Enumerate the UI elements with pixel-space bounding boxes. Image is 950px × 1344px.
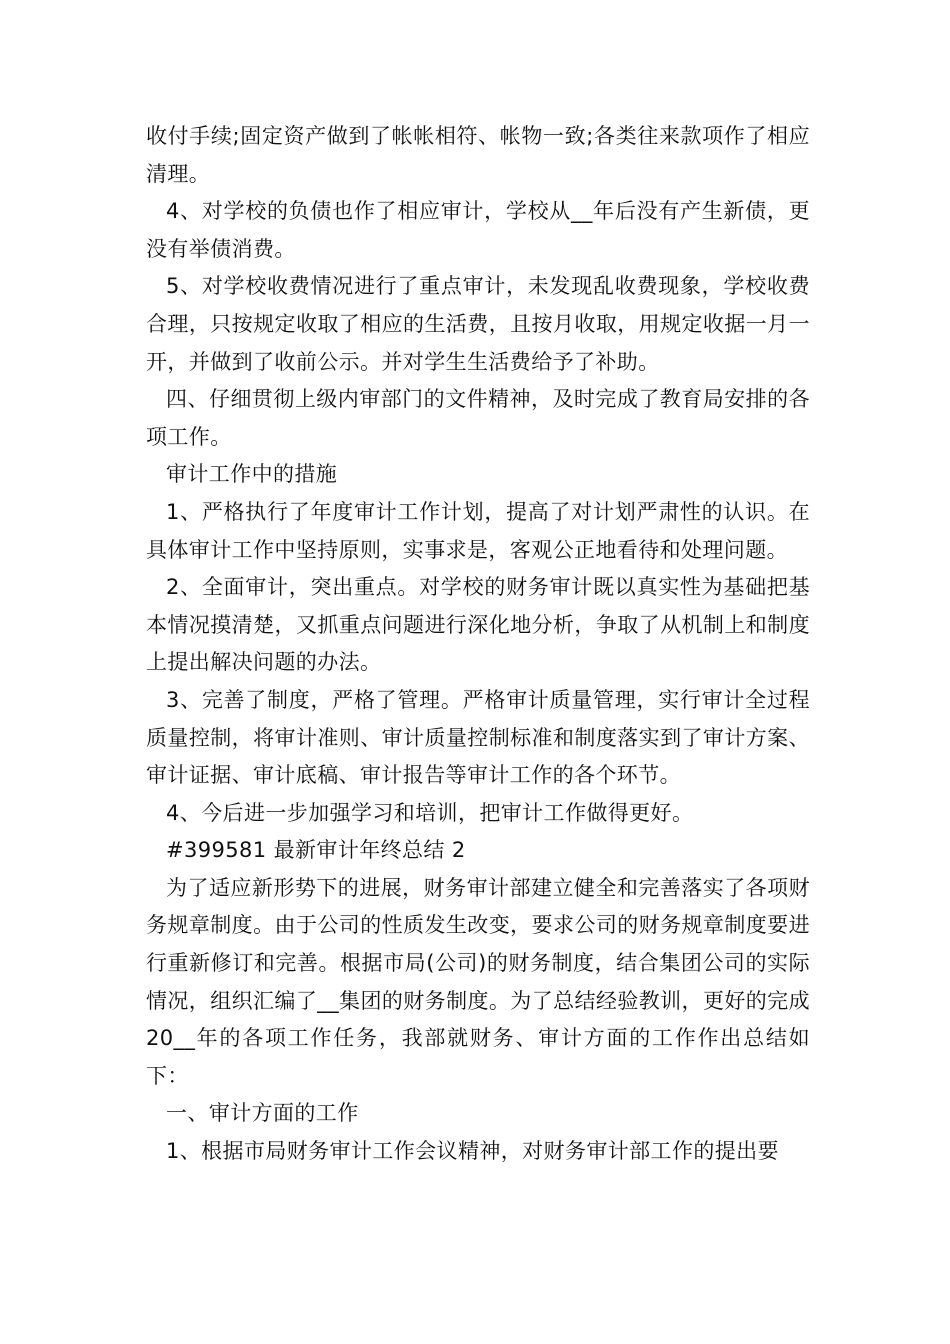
- heading-audit-measures: 审计工作中的措施: [166, 462, 338, 487]
- paragraph-debt-audit: 4、对学校的负债也作了相应审计，学校从__年后没有产生新债，更没有举债消费。: [146, 199, 810, 261]
- paragraph-measure-2: 2、全面审计，突出重点。对学校的财务审计既以真实性为基础把基本情况摸清楚，又抓重点问题进行深化地分析，争取了从机制上和制度上提出解决问题的办法。: [146, 575, 810, 675]
- paragraph-measure-3: 3、完善了制度，严格了管理。严格审计质量管理，实行审计全过程质量控制，将审计准则、审计质量控制标准和制度落实到了审计方案、审计证据、审计底稿、审计报告等审计工作的各个环节。: [146, 687, 810, 788]
- paragraph-section-four: 四、仔细贯彻上级内审部门的文件精神，及时完成了教育局安排的各项工作。: [146, 387, 810, 449]
- paragraph-audit-work-1: 1、根据市局财务审计工作会议精神，对财务审计部工作的提出要: [166, 1139, 779, 1164]
- paragraph-summary-intro: 为了适应新形势下的进展，财务审计部建立健全和完善落实了各项财务规章制度。由于公司的性质发生改变，要求公司的财务规章制度要进行重新修订和完善。根据市局(公司)的财务制度，结合集团公司的实际情况，组织汇编了__集团的财务制度。为了总结经验教训，更好的完成 20__年的各项工作任务，我部就财务、审计方面的工作作出总结如下：: [146, 875, 810, 1088]
- paragraph-measure-4: 4、今后进一步加强学习和培训，把审计工作做得更好。: [166, 800, 694, 825]
- heading-audit-work: 一、审计方面的工作: [166, 1101, 359, 1126]
- paragraph-measure-1: 1、严格执行了年度审计工作计划，提高了对计划严肃性的认识。在具体审计工作中坚持原则，实事求是，客观公正地看待和处理问题。: [146, 499, 810, 562]
- heading-summary-2: #399581 最新审计年终总结 2: [166, 838, 466, 863]
- paragraph-fee-audit: 5、对学校收费情况进行了重点审计，未发现乱收费现象，学校收费合理，只按规定收取了相应的生活费，且按月收取，用规定收据一月一开，并做到了收前公示。并对学生生活费给予了补助。: [146, 274, 810, 374]
- paragraph-receipt-procedures: 收付手续;固定资产做到了帐帐相符、帐物一致;各类往来款项作了相应清理。: [146, 124, 810, 186]
- document-body: [146, 118, 810, 1171]
